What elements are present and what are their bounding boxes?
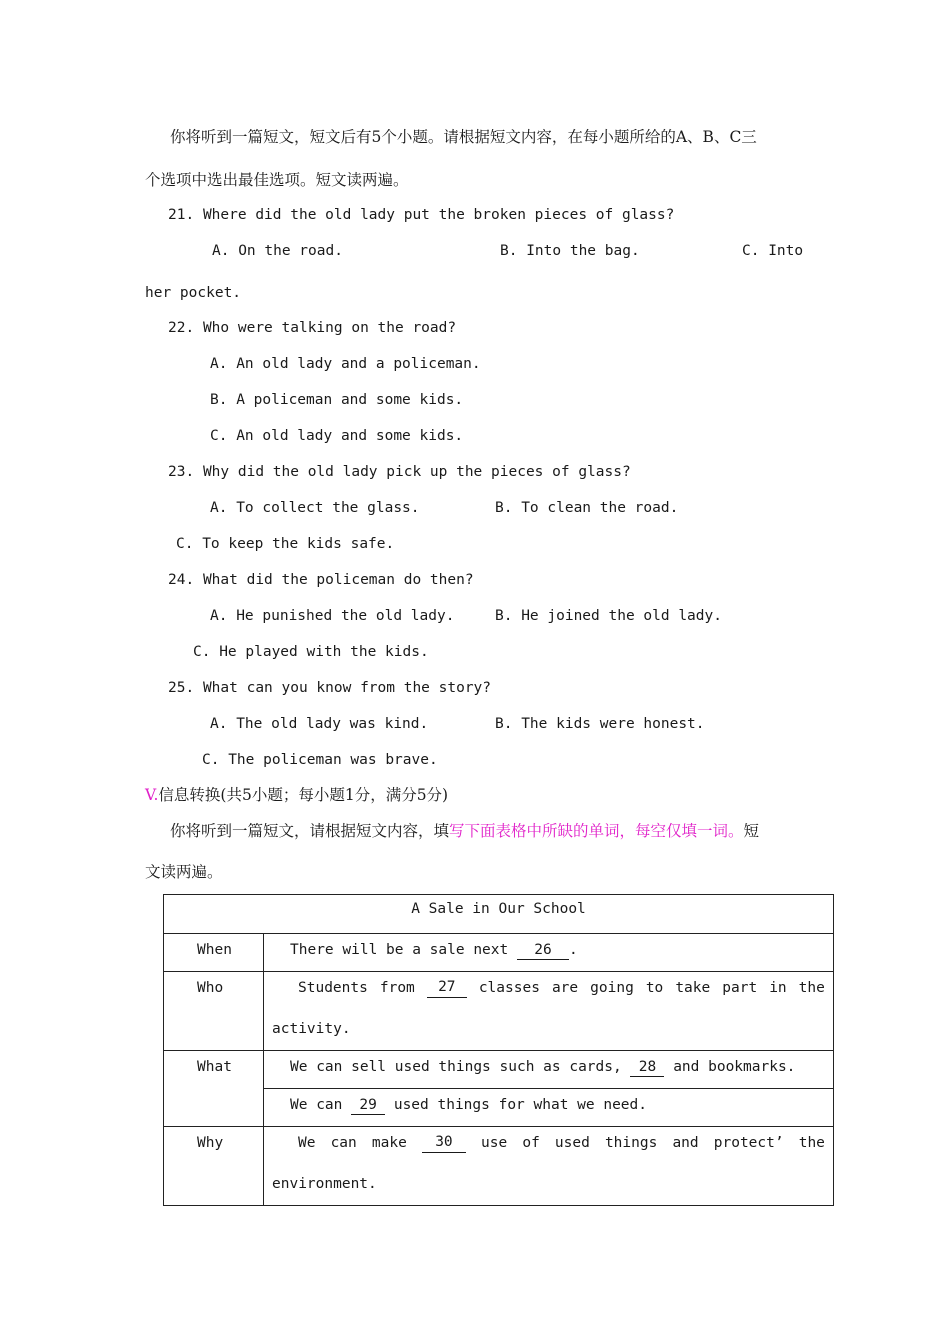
table-row-what-2 [164,1089,834,1127]
question-text: What can you know from the story? [202,680,492,696]
blank-27[interactable]: 27 [427,978,467,998]
option-21a: A. On the road. [212,243,343,259]
table-row-why [164,1127,834,1206]
option-24b: B. He joined the old lady. [495,608,722,624]
option-23c: C. To keep the kids safe. [176,536,395,552]
table-row-who [164,972,834,1051]
option-23b: B. To clean the road. [495,500,679,516]
table-title: A Sale in Our School [411,901,586,917]
row-content-who: Students from 27 classes are going to take part in the activity. [264,972,834,1051]
question-number: 23. [168,464,195,480]
question-number: 22. [168,320,195,336]
section4-intro-line1: 你将听到一篇短文，短文后有5个小题。请根据短文内容，在每小题所给的A、B、C三 [170,128,757,146]
question-22 [168,318,456,338]
row-content-when: There will be a sale next 26 . [264,934,834,972]
question-25 [168,678,491,698]
question-text: Who were talking on the road? [202,320,457,336]
row-content-why: We can make 30 use of used things and protect’ the environment. [264,1127,834,1206]
option-25b: B. The kids were honest. [495,716,705,732]
option-22c: C. An old lady and some kids. [210,428,464,444]
option-23a: A. To collect the glass. [210,500,420,516]
info-table [163,894,834,1206]
table-title-row [164,895,834,934]
blank-26[interactable]: 26 [517,941,569,960]
blank-30[interactable]: 30 [422,1133,466,1153]
question-text: What did the policeman do then? [202,572,474,588]
option-21b: B. Into the bag. [500,243,640,259]
option-21c: C. Into [742,243,804,259]
intro-text: 你将听到一篇短文，请根据短文内容，填 [170,822,450,840]
question-text: Where did the old lady put the broken pieces of glass? [202,207,675,223]
question-23 [168,462,631,482]
table-row-what-1 [164,1051,834,1089]
section-roman-numeral: V. [145,786,159,804]
section5-intro-line1 [170,821,759,841]
question-number: 25. [168,680,195,696]
section4-intro-line2: 个选项中选出最佳选项。短文读两遍。 [145,171,409,189]
section5-heading [145,785,448,805]
option-22b: B. A policeman and some kids. [210,392,464,408]
question-number: 21. [168,207,195,223]
table-row-when [164,934,834,972]
intro-highlight: 写下面表格中所缺的单词，每空仅填一词。 [449,822,744,840]
option-24c: C. He played with the kids. [193,644,429,660]
row-label-who: Who [164,972,264,1051]
row-label-why: Why [164,1127,264,1206]
row-content-what-1: We can sell used things such as cards, 28 and bookmarks. [264,1051,834,1089]
blank-28[interactable]: 28 [630,1058,664,1077]
intro-text-end: 短 [743,822,760,840]
option-25a: A. The old lady was kind. [210,716,429,732]
row-label-when: When [164,934,264,972]
option-24a: A. He punished the old lady. [210,608,455,624]
question-number: 24. [168,572,195,588]
option-22a: A. An old lady and a policeman. [210,356,481,372]
question-24 [168,570,474,590]
question-text: Why did the old lady pick up the pieces of glass? [202,464,631,480]
table-title-cell [164,895,834,934]
section-title: 信息转换(共5小题；每小题1分，满分5分) [158,786,449,804]
blank-29[interactable]: 29 [351,1096,385,1115]
row-label-what: What [164,1051,264,1127]
row-content-what-2: We can 29 used things for what we need. [264,1089,834,1127]
section5-intro-line2: 文读两遍。 [145,863,223,881]
option-21c-continued: her pocket. [145,285,242,301]
option-25c: C. The policeman was brave. [202,752,438,768]
question-21 [168,205,674,225]
